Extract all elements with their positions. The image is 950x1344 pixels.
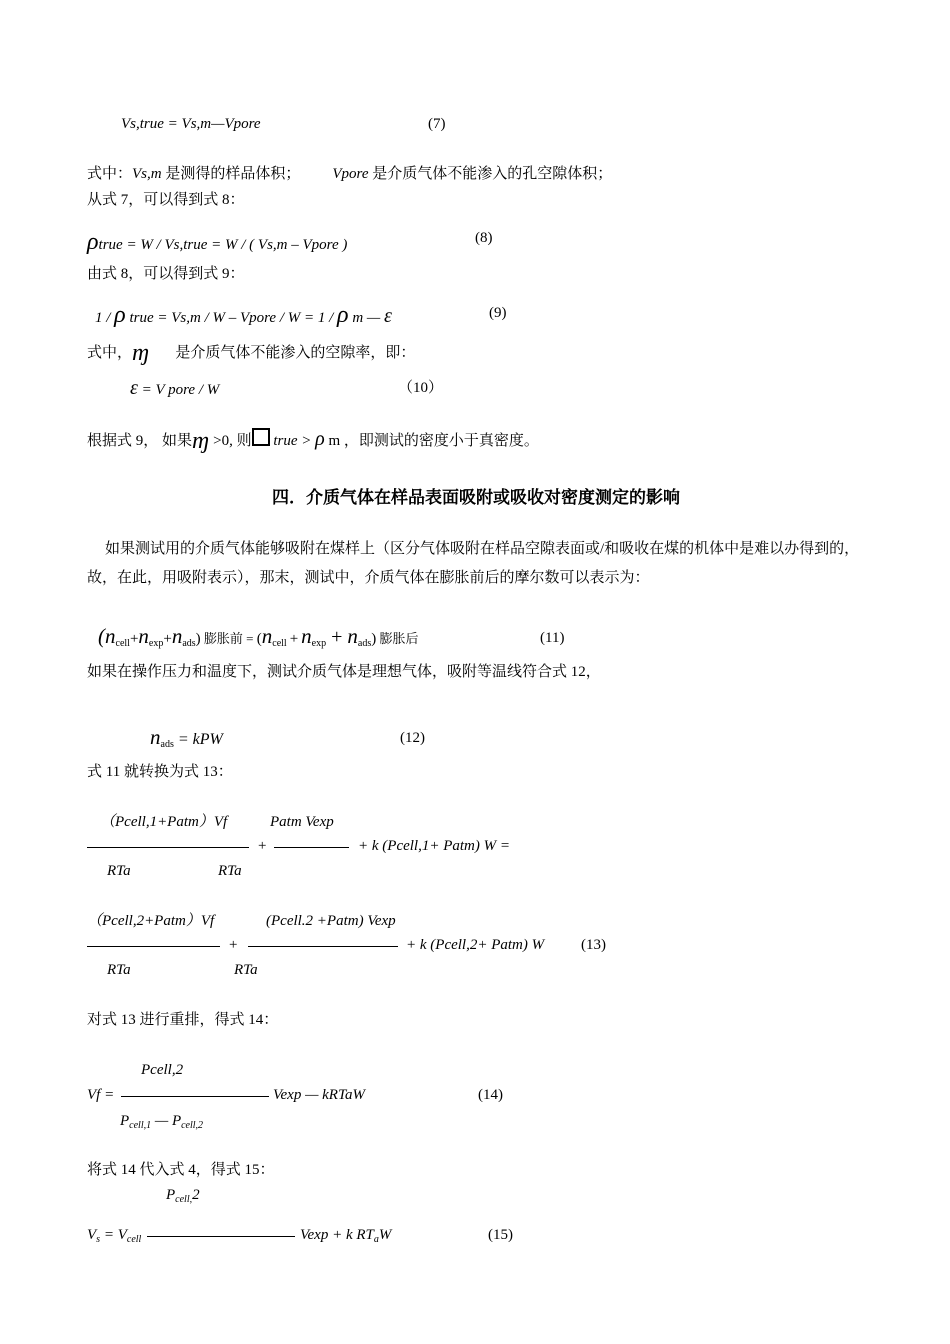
paren-open: (: [98, 624, 105, 648]
line-ideal-gas: 如果在操作压力和温度下，测试介质气体是理想气体，吸附等温线符合式 12，: [87, 664, 601, 680]
eq13a-denominator-1: RTa: [107, 863, 131, 879]
eq13b-tail: + k (Pcell,2+ Patm) W: [406, 937, 545, 953]
line-from-eq8: 由式 8，可以得到式 9：: [87, 266, 245, 282]
def1-vpore: Vpore: [332, 166, 369, 182]
sub-cell: cell: [272, 638, 287, 649]
section-title: 四．介质气体在样品表面吸附或吸收对密度测定的影响: [272, 488, 680, 508]
sub-cell: cell,: [175, 1194, 193, 1205]
eq13a-numerator-1: （Pcell,1+Patm）Vf: [100, 814, 228, 830]
eq9-expression: [95, 303, 392, 327]
eq11-number: (11): [540, 630, 565, 646]
eq15-rhs-body: Vexp + k RT: [300, 1227, 374, 1243]
eq9-part-b: true = Vs,m / W – Vpore / W = 1 /: [125, 310, 338, 326]
eq13b-plus: +: [229, 937, 238, 953]
minus-p: — P: [151, 1113, 182, 1129]
n-symbol: n: [138, 624, 149, 648]
paren-open: (: [256, 631, 262, 647]
eq8-expression: [87, 230, 347, 254]
plus: +: [129, 631, 139, 647]
eq12-body: = kPW: [173, 731, 223, 748]
rho-symbol: ρ: [114, 302, 126, 328]
rule-text1: >0, 则: [209, 433, 252, 449]
epsilon-symbol: ε: [384, 305, 392, 327]
eq9-part-a: 1 /: [95, 310, 115, 326]
def1-text2: 是介质气体不能渗入的孔空隙体积；: [368, 166, 613, 182]
plus: +: [163, 631, 172, 647]
eq7-expression: Vs,true = Vs,m—Vpore: [121, 116, 261, 132]
porosity-symbol: ɱ: [132, 340, 150, 366]
eq13b-denominator-2: RTa: [234, 962, 258, 978]
eq12-number: (12): [400, 730, 425, 746]
eq14-rhs: Vexp — kRTaW: [273, 1087, 365, 1103]
eq9-part-c: m —: [348, 310, 384, 326]
eq13a-plus: +: [258, 838, 267, 854]
eq15-number: (15): [488, 1227, 513, 1243]
def1-prefix: 式中：: [87, 166, 133, 182]
eq15-lhs: [87, 1228, 141, 1245]
eq11-expression: [98, 626, 419, 649]
def1-vsm: Vs,m: [132, 166, 162, 182]
eq13a-tail: + k (Pcell,1+ Patm) W =: [358, 838, 510, 854]
paren-close: ): [195, 631, 201, 647]
sub-cell2: cell,2: [181, 1120, 204, 1131]
n-symbol: n: [301, 624, 312, 648]
eq15-numerator: [166, 1188, 200, 1205]
eq14-numerator: Pcell,2: [141, 1062, 184, 1078]
epsilon-symbol: ε: [130, 377, 138, 399]
rule-line: [87, 428, 539, 453]
eq14-lhs: Vf =: [87, 1087, 115, 1103]
rule-prefix: 根据式 9， 如果: [87, 433, 193, 449]
p-symbol: P: [120, 1113, 130, 1129]
plus: +: [331, 626, 343, 648]
box-symbol-icon: [252, 428, 270, 446]
eq10-expression: [130, 378, 219, 398]
eq8-number: (8): [475, 230, 493, 246]
eq8-body: true = W / Vs,true = W / ( Vs,m – Vpore ): [98, 237, 348, 253]
paren-close: ): [371, 631, 377, 647]
n-symbol: n: [150, 725, 161, 749]
w-symbol: W: [378, 1227, 392, 1243]
line-to-eq15: 将式 14 代入式 4，得式 15：: [87, 1162, 275, 1178]
sub-a: a: [373, 1234, 379, 1245]
p-symbol: P: [166, 1187, 176, 1203]
sub-cell1: cell,1: [129, 1120, 152, 1131]
before-expansion: 膨胀前 =: [200, 631, 257, 646]
definition-line-2: [87, 341, 415, 365]
sub-exp: exp: [311, 638, 327, 649]
eq13-number: (13): [581, 937, 606, 953]
eq13a-numerator-2: Patm Vexp: [270, 814, 334, 830]
def2-prefix: 式中，: [87, 345, 133, 361]
sub-ads: ads: [357, 638, 372, 649]
fraction-bar: [87, 847, 249, 848]
line-from-eq7: 从式 7，可以得到式 8：: [87, 192, 245, 208]
eq15-rhs: [300, 1228, 391, 1245]
rule-text2: m ，即测试的密度小于真密度。: [324, 433, 539, 449]
rho-symbol: ρ: [337, 302, 349, 328]
eq13b-denominator-1: RTa: [107, 962, 131, 978]
n-symbol: n: [105, 624, 116, 648]
sub-ads: ads: [182, 638, 196, 649]
after-expansion: 膨胀后: [376, 631, 419, 646]
line-to-eq14: 对式 13 进行重排，得式 14：: [87, 1012, 279, 1028]
plus: +: [289, 631, 299, 647]
fraction-bar: [248, 946, 398, 947]
eq7-number: (7): [428, 116, 446, 132]
rule-true: true >: [269, 433, 316, 449]
porosity-symbol: ɱ: [192, 428, 210, 454]
eq12-expression: [150, 727, 223, 750]
n-symbol: n: [347, 624, 358, 648]
eq10-number: （10）: [398, 380, 444, 396]
rho-symbol: ρ: [315, 428, 325, 450]
eq14-number: (14): [478, 1087, 503, 1103]
eq10-body: = V pore / W: [137, 382, 220, 398]
def1-text1: 是测得的样品体积；: [161, 166, 301, 182]
eq14-denominator: [120, 1114, 203, 1131]
sub-cell: cell: [115, 638, 130, 649]
line-to-eq13: 式 11 就转换为式 13：: [87, 764, 233, 780]
fraction-bar: [274, 847, 349, 848]
intro-paragraph: 如果测试用的介质气体能够吸附在煤样上（区分气体吸附在样品空隙表面或/和吸收在煤的机体中是难以办得到的，故，在此，用吸附表示），那末，测试中，介质气体在膨胀前后的摩尔数可以表示为：: [87, 541, 860, 586]
sub-exp: exp: [148, 638, 164, 649]
eq13a-denominator-2: RTa: [218, 863, 242, 879]
definition-line-1: [87, 167, 612, 182]
def2-text: 是介质气体不能渗入的空隙率，即：: [175, 345, 416, 361]
eq13b-numerator-2: (Pcell.2 +Patm) Vexp: [266, 913, 396, 929]
sub-ads: ads: [160, 739, 174, 750]
n-symbol: n: [171, 624, 183, 648]
two: 2: [192, 1187, 200, 1203]
sub-s: s: [96, 1234, 101, 1245]
eq9-number: (9): [489, 305, 507, 321]
v-symbol: V: [87, 1227, 97, 1243]
eq13b-numerator-1: （Pcell,2+Patm）Vf: [87, 913, 215, 929]
sub-cell: cell: [126, 1234, 142, 1245]
fraction-bar: [121, 1096, 269, 1097]
rho-symbol: ρ: [87, 229, 99, 255]
fraction-bar: [87, 946, 220, 947]
equals-v: = V: [100, 1227, 127, 1243]
fraction-bar: [147, 1236, 295, 1237]
n-symbol: n: [261, 624, 273, 648]
